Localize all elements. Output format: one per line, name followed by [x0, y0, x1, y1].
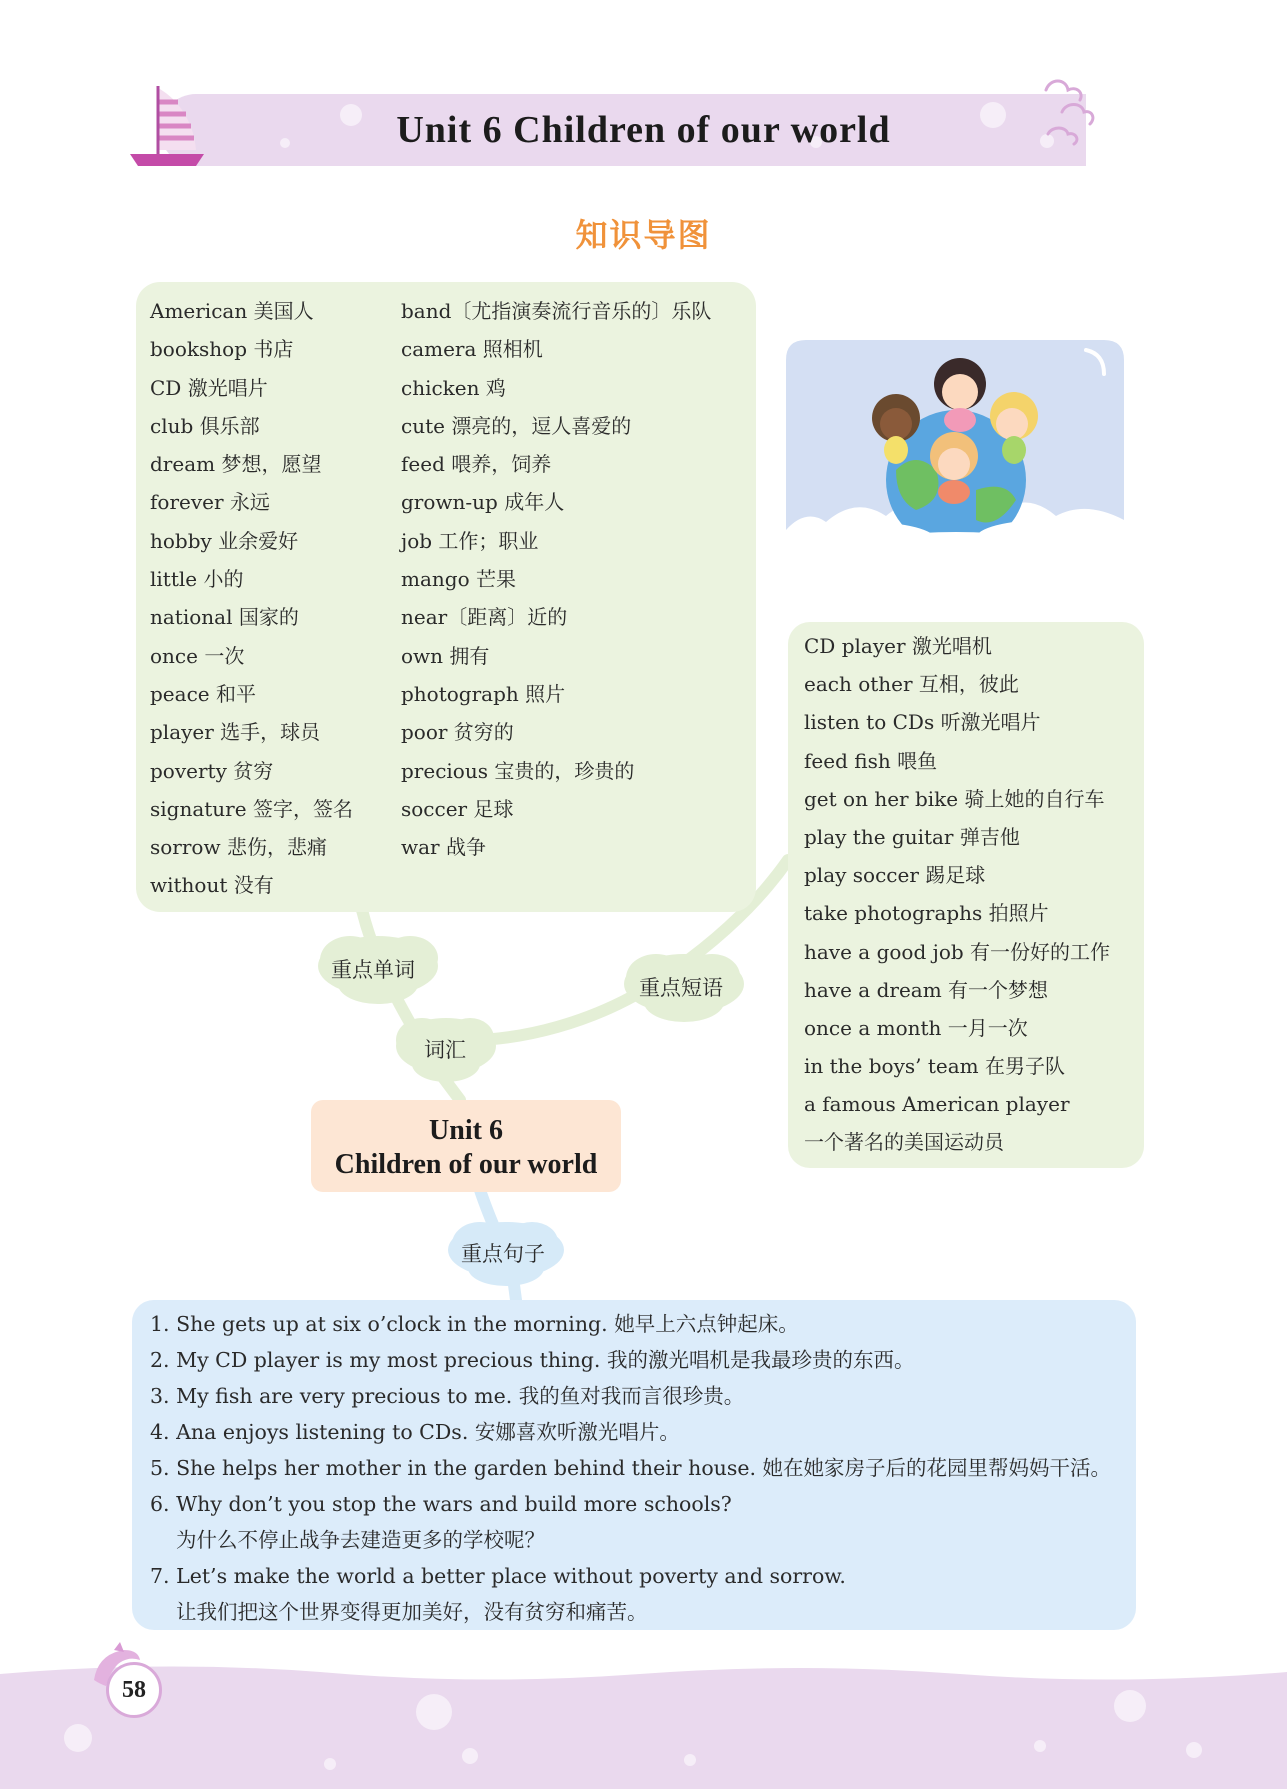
phrase-item: play the guitar 弹吉他 [804, 824, 1020, 849]
vocab-item: without 没有 [150, 873, 274, 898]
unit-center-box [311, 1100, 621, 1192]
key-words-label: 重点单词 [331, 958, 415, 982]
vocab-item: bookshop 书店 [150, 337, 294, 362]
vocab-column-right [401, 292, 711, 866]
vocab-item: cute 漂亮的，逗人喜爱的 [401, 413, 632, 438]
vocab-item: precious 宝贵的，珍贵的 [401, 758, 635, 783]
sentence-item: 2. My CD player is my most precious thing. 我的激光唱机是我最珍贵的东西。 [150, 1348, 915, 1372]
sentence-item: 3. My fish are very precious to me. 我的鱼对我而言很珍贵。 [150, 1384, 745, 1408]
children-globe-illustration [786, 340, 1124, 554]
vocab-item: poor 贫穷的 [401, 720, 514, 745]
phrase-item: a famous American player [804, 1092, 1070, 1117]
vocab-item: camera 照相机 [401, 337, 543, 362]
vocab-item: feed 喂养，饲养 [401, 452, 552, 477]
sentence-item: 4. Ana enjoys listening to CDs. 安娜喜欢听激光唱片。 [150, 1420, 680, 1444]
phrase-item: listen to CDs 听激光唱片 [804, 710, 1041, 735]
vocab-item: forever 永远 [150, 490, 270, 515]
vocab-item: national 国家的 [150, 605, 299, 630]
sentence-item: 5. She helps her mother in the garden behind their house. 她在她家房子后的花园里帮妈妈干活。 [150, 1456, 1112, 1480]
key-phrases-label: 重点短语 [639, 976, 723, 1000]
vocab-item: band〔尤指演奏流行音乐的〕乐队 [401, 299, 712, 323]
vocab-item: war 战争 [401, 835, 486, 860]
key-sentences-label: 重点句子 [461, 1242, 545, 1266]
phrase-item: once a month 一月一次 [804, 1015, 1028, 1040]
vocab-item: hobby 业余爱好 [150, 528, 299, 553]
vocab-item: dream 梦想，愿望 [150, 452, 322, 477]
vocab-item: CD 激光唱片 [150, 375, 268, 400]
vocabulary-label: 词汇 [424, 1038, 466, 1062]
center-unit-number: Unit 6 [429, 1115, 503, 1146]
vocab-item: once 一次 [150, 643, 245, 668]
page-number: 58 [106, 1662, 162, 1718]
vocab-item: job 工作；职业 [401, 528, 539, 553]
phrases-list [804, 627, 1110, 1162]
vocab-item: own 拥有 [401, 643, 490, 668]
vocab-item: chicken 鸡 [401, 375, 506, 400]
unit-title: Unit 6 Children of our world [396, 109, 891, 151]
vocab-item: poverty 贫穷 [150, 758, 274, 783]
phrase-item: in the boys’ team 在男子队 [804, 1054, 1065, 1079]
vocab-item: grown-up 成年人 [401, 490, 565, 515]
sentence-item: 1. She gets up at six o’clock in the morning. 她早上六点钟起床。 [150, 1312, 799, 1336]
sentence-item: 7. Let’s make the world a better place without poverty and sorrow. [150, 1564, 846, 1588]
vocab-item: player 选手，球员 [150, 720, 321, 745]
vocab-item: signature 签字，签名 [150, 796, 353, 821]
center-unit-name: Children of our world [334, 1149, 598, 1180]
sentence-translation: 让我们把这个世界变得更加美好，没有贫穷和痛苦。 [176, 1600, 648, 1624]
vocab-item: sorrow 悲伤，悲痛 [150, 835, 327, 860]
phrase-item: each other 互相，彼此 [804, 672, 1019, 697]
vocab-item: photograph 照片 [401, 681, 566, 706]
section-title: 知识导图 [575, 216, 712, 254]
phrase-item: take photographs 拍照片 [804, 901, 1049, 926]
vocab-item: American 美国人 [150, 299, 314, 323]
phrase-item: feed fish 喂鱼 [804, 748, 938, 773]
vocab-item: near〔距离〕近的 [401, 605, 568, 630]
sentence-translation: 为什么不停止战争去建造更多的学校呢？ [176, 1528, 545, 1552]
sentences-list [150, 1306, 1111, 1630]
phrase-item: 一个著名的美国运动员 [804, 1130, 1004, 1155]
vocab-column-left [150, 292, 353, 905]
phrase-item: get on her bike 骑上她的自行车 [804, 786, 1105, 811]
vocab-item: little 小的 [150, 567, 244, 592]
footer-wave [0, 1660, 1287, 1789]
phrase-item: have a dream 有一个梦想 [804, 977, 1049, 1002]
sentence-item: 6. Why don’t you stop the wars and build more schools? [150, 1492, 732, 1516]
vocab-item: soccer 足球 [401, 796, 514, 821]
vocab-item: club 俱乐部 [150, 413, 260, 438]
phrase-item: have a good job 有一份好的工作 [804, 939, 1111, 964]
phrase-item: play soccer 踢足球 [804, 863, 986, 888]
phrase-item: CD player 激光唱机 [804, 634, 992, 658]
vocab-item: peace 和平 [150, 681, 256, 706]
vocab-item: mango 芒果 [401, 567, 516, 592]
